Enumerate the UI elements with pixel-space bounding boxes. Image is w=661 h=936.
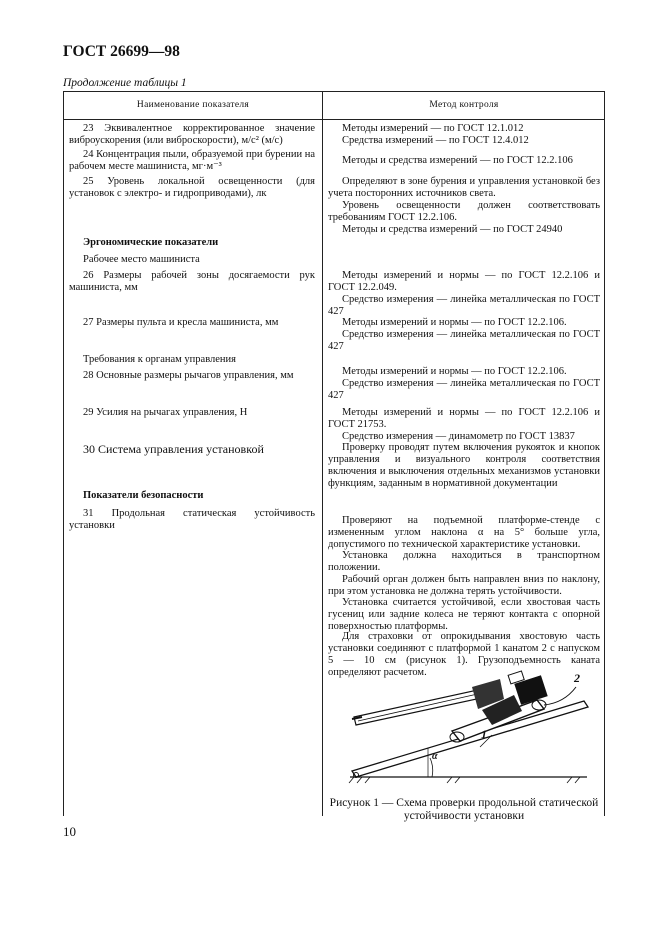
column-header-indicator: Наименование показателя (136, 100, 250, 110)
header-divider (64, 119, 604, 120)
document-header: ГОСТ 26699—98 (63, 43, 180, 60)
row-28-method-2: Средство измерения — линейка металлическая по ГОСТ 427 (328, 378, 600, 401)
row-25-method-3: Методы и средства измерений — по ГОСТ 24940 (342, 224, 563, 235)
row-27-method-2: Средство измерения — линейка металлическая по ГОСТ 427 (328, 329, 600, 352)
row-25-method-1: Определяют в зоне бурения и управления установкой без учета посторонних источников света. (328, 176, 600, 199)
figure-label-platform: 1 (481, 727, 487, 741)
ergonomic-section-title: Эргономические показатели (83, 237, 219, 248)
row-23-indicator: 23 Эквивалентное корректированное значение виброускорения (или виброскорости), м/с² (м/с) (69, 123, 315, 146)
row-23-method-1: Методы измерений — по ГОСТ 12.1.012 (342, 123, 524, 134)
row-31-method-1: Проверяют на подъемной платформе-стенде с измененным углом наклона α на 5° больше угла, допустимого по технической характеристике установки. (328, 515, 600, 550)
row-26-method-2: Средство измерения — линейка металлическая по ГОСТ 427 (328, 294, 600, 317)
figure-caption: Рисунок 1 — Схема проверки продольной статической устойчивости установки (329, 797, 599, 822)
row-29-method-1: Методы измерений и нормы — по ГОСТ 12.2.106 и ГОСТ 21753. (328, 407, 600, 430)
column-header-method: Метод контроля (429, 100, 499, 110)
figure-label-angle: α (432, 751, 438, 762)
row-29-indicator: 29 Усилия на рычагах управления, Н (83, 407, 248, 418)
row-26-indicator: 26 Размеры рабочей зоны досягаемости рук машиниста, мм (69, 270, 315, 293)
row-30-method: Проверку проводят путем включения рукояток и кнопок управления и визуального контроля соответствия включения и выключения отдельных механизмов установки функциям, заданным в нормативной документации (328, 442, 600, 489)
row-27-indicator: 27 Размеры пульта и кресла машиниста, мм (83, 317, 279, 328)
row-31-method-4: Установка считается устойчивой, если хвостовая часть гусениц или задние колеса не теряют контакта с опорной поверхностью платформы. (328, 597, 600, 632)
row-30-indicator: 30 Система управления установкой (83, 442, 264, 456)
row-25-indicator: 25 Уровень локальной освещенности (для установок с электро- и гидроприводами), лк (69, 176, 315, 199)
row-24-method: Методы и средства измерений — по ГОСТ 12.2.106 (342, 155, 573, 166)
row-29-method-2: Средство измерения — динамометр по ГОСТ 13837 (342, 431, 575, 442)
table-continuation-label: Продолжение таблицы 1 (63, 77, 187, 89)
page-number: 10 (63, 824, 76, 839)
row-31-method-2: Установка должна находиться в транспортном положении. (328, 550, 600, 573)
row-31-indicator: 31 Продольная статическая устойчивость установки (69, 508, 315, 531)
row-24-indicator: 24 Концентрация пыли, образуемой при бурении на рабочем месте машиниста, мг·м⁻³ (69, 149, 315, 172)
controls-subtitle: Требования к органам управления (83, 354, 236, 365)
figure-label-rope: 2 (574, 671, 580, 685)
row-28-method-1: Методы измерений и нормы — по ГОСТ 12.2.106. (342, 366, 567, 377)
safety-section-title: Показатели безопасности (83, 490, 204, 501)
row-25-method-2: Уровень освещенности должен соответствовать требованиям ГОСТ 12.2.106. (328, 200, 600, 223)
row-27-method-1: Методы измерений и нормы — по ГОСТ 12.2.106. (342, 317, 567, 328)
row-26-method-1: Методы измерений и нормы — по ГОСТ 12.2.106 и ГОСТ 12.2.049. (328, 270, 600, 293)
row-31-method-3: Рабочий орган должен быть направлен вниз по наклону, при этом установка не должна терять устойчивости. (328, 574, 600, 597)
figure-drawing (332, 665, 602, 793)
row-23-method-2: Средства измерений — по ГОСТ 12.4.012 (342, 135, 529, 146)
row-28-indicator: 28 Основные размеры рычагов управления, мм (83, 370, 294, 381)
column-divider (322, 92, 323, 816)
row-31-method-5: Для страховки от опрокидывания хвостовую часть установки соединяют с платформой 1 канатом 2 с напуском 5 — 10 см (рисунок 1). Грузоподъемность каната определяют расчетом. (328, 631, 600, 678)
workplace-subtitle: Рабочее место машиниста (83, 254, 200, 265)
stability-test-figure (332, 665, 602, 793)
